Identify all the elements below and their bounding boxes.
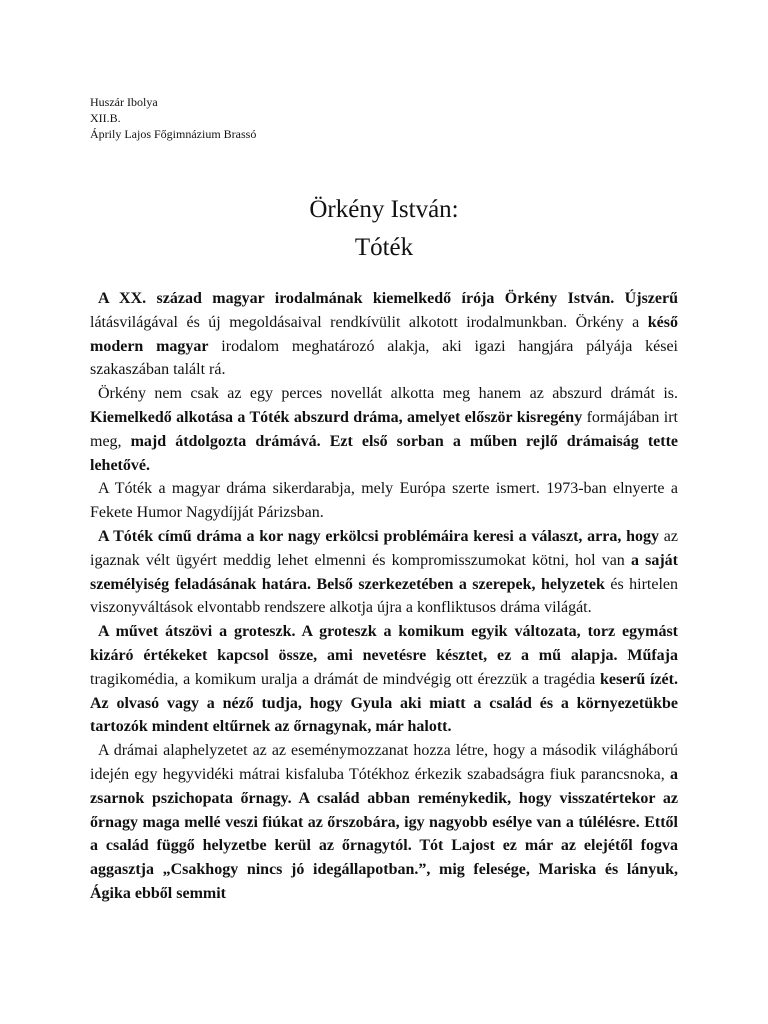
paragraph [90, 739, 678, 906]
paragraph-bold-text: A Tóték című dráma a kor nagy erkölcsi problémáira keresi a választ, arra, hogy [98, 527, 660, 545]
paragraph-bold-text: a saját személyiség feladásának határa. Belső szerkezetében a szerepek, helyzetek [90, 551, 678, 593]
paragraph [90, 477, 678, 525]
paragraph-bold-text: majd átdolgozta drámává. Ezt első sorban a műben rejlő drámaiság tette lehetővé. [90, 432, 679, 474]
document-subtitle: Tóték [354, 234, 414, 261]
paragraph-bold-text: A XX. század magyar irodalmának kiemelkedő írója Örkény István. Újszerű [98, 290, 678, 307]
author-header [90, 94, 256, 142]
document-body [90, 287, 678, 906]
paragraph [90, 620, 678, 739]
paragraph-bold-text: Kiemelkedő alkotása a Tóték abszurd dráma, amelyet először kisregény [90, 408, 583, 426]
paragraph-text: tragikomédia, a komikum uralja a drámát de mindvégig ott érezzük a tragédia [90, 670, 600, 688]
paragraph-bold-text: a zsarnok pszichopata őrnagy. A család abban reménykedik, hogy visszatértekor az őrnagy maga mellé veszi fiúkat az őrszobára, igy nagyobb esélye van a túlélésre. Ettől a család függő helyzetbe kerül az őrnagytól. Tót Lajost ez már az elejétől fogva aggasztja „Csakhogy nincs jó idegállapotban.”, mig felesége, Mariska és lányuk, Ágika ebből semmit [90, 765, 678, 902]
paragraph-bold-text: keserű ízét. Az olvasó vagy a néző tudja, hogy Gyula aki miatt a család és a környezetükbe tartozók mindent eltűrnek az őrnagynak, már halott. [90, 670, 678, 736]
paragraph-text: irodalom meghatározó alakja, aki igazi hangjára pályája kései szakaszában talált rá. [90, 337, 679, 379]
paragraph [90, 287, 678, 382]
paragraph-text: formájában irt meg, [90, 408, 678, 450]
author-name: Huszár Ibolya [90, 95, 158, 109]
paragraph-text: és hirtelen viszonyváltások elvontabb rendszere alkotja újra a konfliktusos dráma világát. [90, 575, 678, 617]
author-school: Áprily Lajos Főgimnázium Brassó [90, 127, 257, 141]
paragraph [90, 382, 678, 477]
paragraph-text: A Tóték a magyar dráma sikerdarabja, mely Európa szerte ismert. 1973-ban elnyerte a Fekete Humor Nagydíjját Párizsban. [90, 480, 678, 522]
paragraph-text: Örkény nem csak az egy perces novellát alkotta meg hanem az abszurd drámát is. [98, 385, 678, 403]
paragraph-bold-text: A művet átszövi a groteszk. A groteszk a komikum egyik változata, torz egymást kizáró értékeket kapcsol össze, ami nevetésre késztet, ez a mű alapja. Műfaja [90, 623, 678, 664]
paragraph-text: látásvilágával és új megoldásaival rendkívülit alkotott irodalmunkban. Örkény a [90, 313, 648, 331]
paragraph [90, 525, 678, 620]
paragraph-text: az igaznak vélt ügyért meddig lehet elmenni és kompromisszumokat kötni, hol van [90, 527, 679, 569]
paragraph-text: A drámai alaphelyzetet az az eseménymozzanat hozza létre, hogy a második világháború idején egy hegyvidéki mátrai kisfaluba Tótékhoz érkezik szabadságra fiuk parancsnoka, [90, 742, 678, 783]
paragraph-bold-text: késő modern magyar [90, 313, 678, 355]
author-class: XII.B. [90, 111, 121, 125]
document-title: Örkény István: [309, 196, 459, 223]
